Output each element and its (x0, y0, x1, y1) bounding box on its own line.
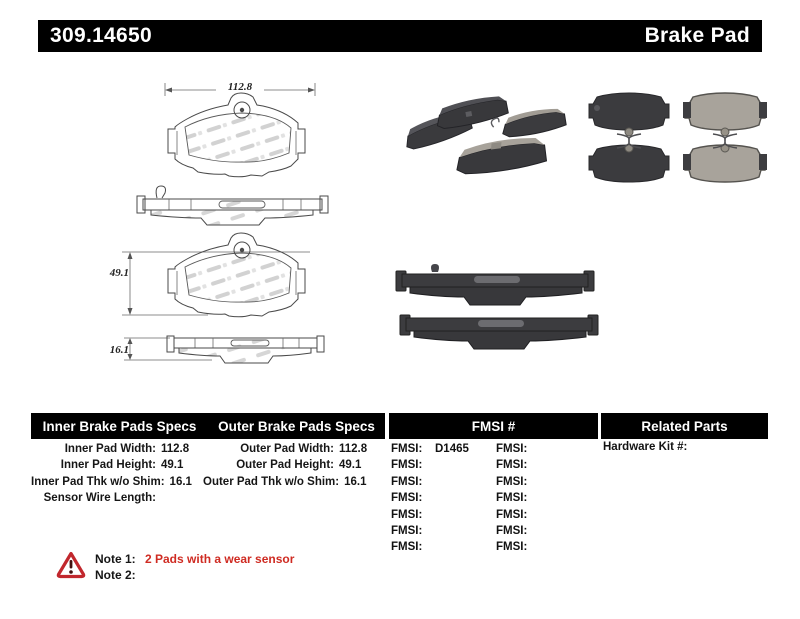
note-2-label: Note 2: (95, 568, 136, 582)
specs-table-header (31, 413, 385, 439)
fmsi-left-column (391, 441, 491, 556)
inner-specs-header: Inner Brake Pads Specs (42, 418, 197, 434)
fmsi-row: FMSI: D1465 (391, 443, 469, 455)
spec-row: Inner Pad Width: 112.8 (64, 443, 190, 455)
fmsi-row: FMSI: (391, 541, 423, 554)
fmsi-row: FMSI: (496, 508, 528, 521)
spec-row: Outer Pad Width: 112.8 (240, 443, 368, 455)
height-dimension-label: 49.1 (109, 267, 129, 279)
pad-side-drawing-top (130, 182, 330, 230)
inner-specs-column (31, 441, 207, 506)
fmsi-row: FMSI: (391, 475, 423, 488)
pad-side-drawing-thickness (100, 332, 330, 368)
fmsi-row: FMSI: (391, 459, 423, 472)
fmsi-row: FMSI: (496, 524, 528, 537)
related-parts-column (603, 441, 768, 453)
notes-block (95, 551, 294, 583)
pad-side-outline (167, 336, 324, 363)
pad-pair-backside (589, 93, 669, 182)
spec-row: Outer Pad Height: 49.1 (236, 459, 362, 472)
pad-edge-photo (396, 264, 594, 305)
fmsi-header: FMSI # (389, 413, 598, 439)
fmsi-row: FMSI: (496, 459, 528, 472)
note-1 (95, 551, 294, 567)
fmsi-row: FMSI: (391, 508, 423, 521)
fmsi-row: FMSI: (496, 541, 528, 554)
brake-pads-edge-photo (392, 258, 604, 356)
note-2 (95, 567, 294, 583)
spec-row: Sensor Wire Length: (43, 491, 156, 504)
hardware-kit-value (687, 441, 695, 453)
outer-specs-column (203, 441, 385, 490)
related-parts-header: Related Parts (601, 413, 768, 439)
note-1-text: 2 Pads with a wear sensor (145, 552, 295, 566)
note-2-text (139, 567, 145, 583)
product-type: Brake Pad (644, 24, 750, 47)
fmsi-row: FMSI: (391, 524, 423, 537)
pad-front-drawing-height (100, 232, 330, 332)
note-1-label: Note 1: (95, 552, 136, 566)
thickness-dimension-label: 16.1 (109, 344, 129, 356)
warning-icon (56, 551, 86, 579)
fmsi-right-column (496, 441, 596, 556)
spec-row: Outer Pad Thk w/o Shim: 16.1 (203, 475, 367, 488)
brake-pads-pairs-photo (583, 86, 775, 190)
pad-edge-photo (400, 315, 598, 349)
part-number: 309.14650 (50, 24, 152, 47)
width-dimension-label: 112.8 (227, 81, 253, 93)
fmsi-row: FMSI: (496, 492, 528, 505)
pad-side-outline (137, 186, 328, 225)
fmsi-row: FMSI: (496, 443, 528, 455)
pad-front-drawing-width (120, 80, 320, 185)
brake-pads-photo-group (398, 90, 568, 190)
pad-front-outline (168, 233, 305, 317)
wear-sensor-wire (491, 118, 500, 128)
pad-front-outline (168, 93, 305, 177)
hardware-kit-label: Hardware Kit #: (603, 441, 688, 453)
wear-sensor-clip (156, 186, 165, 198)
spec-row: Inner Pad Thk w/o Shim: 16.1 (31, 475, 192, 488)
fmsi-row: FMSI: (496, 475, 528, 488)
spec-row: Inner Pad Height: 49.1 (60, 459, 184, 472)
pad-pair-friction-side (683, 93, 767, 182)
pad-photo (454, 135, 547, 176)
outer-specs-header: Outer Brake Pads Specs (218, 418, 375, 434)
title-bar (38, 20, 762, 52)
fmsi-row: FMSI: (391, 492, 423, 505)
